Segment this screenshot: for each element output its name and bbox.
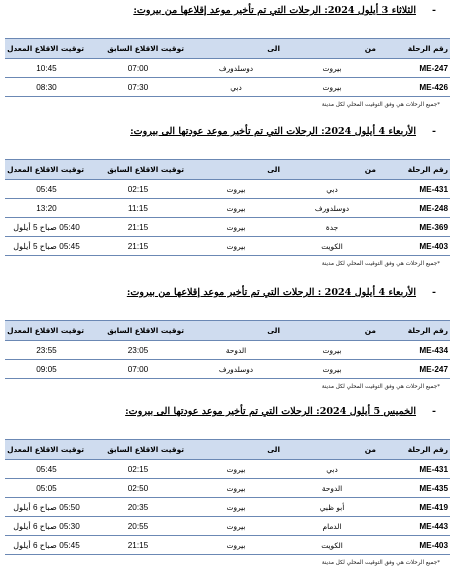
header-prev-time: توقيت الاقلاع السابق xyxy=(88,321,188,341)
section-title: الثلاثاء 3 أيلول 2024: الرحلات التي تم تأخير موعد إقلاعها من بيروت: xyxy=(133,5,417,16)
header-to: الى xyxy=(188,440,284,460)
header-to: الى xyxy=(188,39,284,59)
origin-cell: دبي xyxy=(284,180,380,199)
section-title: الأربعاء 4 أيلول 2024: الرحلات التي تم تأخير موعد عودتها الى بيروت: xyxy=(130,126,417,137)
flights-table xyxy=(5,439,450,555)
destination-cell: بيروت xyxy=(188,199,284,218)
previous-departure-cell: 07:30 xyxy=(88,78,188,97)
delay-section-4 xyxy=(0,405,450,568)
revised-departure-cell: 05:40 صباح 5 أيلول xyxy=(5,218,88,237)
table-row xyxy=(5,199,450,218)
header-new-time: توقيت الاقلاع المعدل xyxy=(5,160,88,180)
table-row xyxy=(5,517,450,536)
destination-cell: الدوحة xyxy=(188,341,284,360)
flight-number-cell: ME-431 xyxy=(380,180,450,199)
table-header-row xyxy=(5,160,450,180)
flight-number-cell: ME-247 xyxy=(380,360,450,379)
origin-cell: بيروت xyxy=(284,59,380,78)
header-from: من xyxy=(284,160,380,180)
revised-departure-cell: 05:30 صباح 6 أيلول xyxy=(5,517,88,536)
destination-cell: بيروت xyxy=(188,498,284,517)
previous-departure-cell: 02:15 xyxy=(88,460,188,479)
destination-cell: بيروت xyxy=(188,460,284,479)
origin-cell: بيروت xyxy=(284,360,380,379)
previous-departure-cell: 07:00 xyxy=(88,59,188,78)
table-header-row xyxy=(5,39,450,59)
header-prev-time: توقيت الاقلاع السابق xyxy=(88,39,188,59)
destination-cell: دبي xyxy=(188,78,284,97)
destination-cell: بيروت xyxy=(188,517,284,536)
table-row xyxy=(5,360,450,379)
heading-dash: - xyxy=(432,5,436,16)
origin-cell: بيروت xyxy=(284,341,380,360)
table-header-row xyxy=(5,321,450,341)
origin-cell: أبو ظبي xyxy=(284,498,380,517)
heading-dash: - xyxy=(432,126,436,137)
section-title: الأربعاء 4 أيلول 2024 : الرحلات التي تم تأخير موعد إقلاعها من بيروت: xyxy=(126,287,417,298)
previous-departure-cell: 21:15 xyxy=(88,237,188,256)
header-new-time: توقيت الاقلاع المعدل xyxy=(5,39,88,59)
revised-departure-cell: 13:20 xyxy=(5,199,88,218)
flight-number-cell: ME-426 xyxy=(380,78,450,97)
table-row xyxy=(5,460,450,479)
destination-cell: بيروت xyxy=(188,536,284,555)
header-flight-no: رقم الرحلة xyxy=(380,321,450,341)
section-title: الخميس 5 أيلول 2024: الرحلات التي تم تأخير موعد عودتها الى بيروت: xyxy=(125,406,417,417)
revised-departure-cell: 09:05 xyxy=(5,360,88,379)
local-time-note: *جميع الرحلات هي وفق التوقيت المحلي لكل مدينة xyxy=(321,560,440,566)
header-prev-time: توقيت الاقلاع السابق xyxy=(88,160,188,180)
previous-departure-cell: 02:50 xyxy=(88,479,188,498)
delay-section-2 xyxy=(0,125,450,269)
header-from: من xyxy=(284,440,380,460)
flight-number-cell: ME-431 xyxy=(380,460,450,479)
header-to: الى xyxy=(188,160,284,180)
header-flight-no: رقم الرحلة xyxy=(380,440,450,460)
heading-dash: - xyxy=(432,287,436,298)
previous-departure-cell: 20:55 xyxy=(88,517,188,536)
previous-departure-cell: 07:00 xyxy=(88,360,188,379)
section-heading xyxy=(0,4,450,18)
previous-departure-cell: 02:15 xyxy=(88,180,188,199)
revised-departure-cell: 05:45 xyxy=(5,180,88,199)
origin-cell: الدمام xyxy=(284,517,380,536)
header-flight-no: رقم الرحلة xyxy=(380,160,450,180)
previous-departure-cell: 23:05 xyxy=(88,341,188,360)
header-prev-time: توقيت الاقلاع السابق xyxy=(88,440,188,460)
origin-cell: دوسلدورف xyxy=(284,199,380,218)
destination-cell: بيروت xyxy=(188,237,284,256)
flight-number-cell: ME-435 xyxy=(380,479,450,498)
table-row xyxy=(5,78,450,97)
section-heading xyxy=(0,405,450,419)
flights-table xyxy=(5,320,450,379)
destination-cell: بيروت xyxy=(188,479,284,498)
revised-departure-cell: 05:45 صباح 6 أيلول xyxy=(5,536,88,555)
local-time-note: *جميع الرحلات هي وفق التوقيت المحلي لكل مدينة xyxy=(321,102,440,108)
flight-number-cell: ME-443 xyxy=(380,517,450,536)
section-heading xyxy=(0,125,450,139)
flights-table xyxy=(5,38,450,97)
local-time-note: *جميع الرحلات هي وفق التوقيت المحلي لكل مدينة xyxy=(321,261,440,267)
previous-departure-cell: 21:15 xyxy=(88,536,188,555)
revised-departure-cell: 05:05 xyxy=(5,479,88,498)
delay-section-3 xyxy=(0,286,450,392)
origin-cell: الكويت xyxy=(284,536,380,555)
flight-number-cell: ME-434 xyxy=(380,341,450,360)
origin-cell: الكويت xyxy=(284,237,380,256)
delay-section-1 xyxy=(0,4,450,110)
local-time-note: *جميع الرحلات هي وفق التوقيت المحلي لكل مدينة xyxy=(321,384,440,390)
flight-number-cell: ME-369 xyxy=(380,218,450,237)
revised-departure-cell: 10:45 xyxy=(5,59,88,78)
section-heading xyxy=(0,286,450,300)
origin-cell: الدوحة xyxy=(284,479,380,498)
table-row xyxy=(5,479,450,498)
table-row xyxy=(5,180,450,199)
destination-cell: بيروت xyxy=(188,180,284,199)
revised-departure-cell: 05:45 صباح 5 أيلول xyxy=(5,237,88,256)
header-from: من xyxy=(284,39,380,59)
header-to: الى xyxy=(188,321,284,341)
origin-cell: جدة xyxy=(284,218,380,237)
header-flight-no: رقم الرحلة xyxy=(380,39,450,59)
table-row xyxy=(5,341,450,360)
previous-departure-cell: 11:15 xyxy=(88,199,188,218)
previous-departure-cell: 20:35 xyxy=(88,498,188,517)
table-row xyxy=(5,59,450,78)
destination-cell: بيروت xyxy=(188,218,284,237)
revised-departure-cell: 23:55 xyxy=(5,341,88,360)
origin-cell: بيروت xyxy=(284,78,380,97)
header-new-time: توقيت الاقلاع المعدل xyxy=(5,321,88,341)
flight-number-cell: ME-403 xyxy=(380,536,450,555)
origin-cell: دبي xyxy=(284,460,380,479)
table-row xyxy=(5,498,450,517)
header-from: من xyxy=(284,321,380,341)
table-row xyxy=(5,536,450,555)
revised-departure-cell: 08:30 xyxy=(5,78,88,97)
revised-departure-cell: 05:50 صباح 6 أيلول xyxy=(5,498,88,517)
table-header-row xyxy=(5,440,450,460)
table-row xyxy=(5,237,450,256)
heading-dash: - xyxy=(432,406,436,417)
header-new-time: توقيت الاقلاع المعدل xyxy=(5,440,88,460)
destination-cell: دوسلدورف xyxy=(188,59,284,78)
flight-number-cell: ME-248 xyxy=(380,199,450,218)
flights-table xyxy=(5,159,450,256)
destination-cell: دوسلدورف xyxy=(188,360,284,379)
revised-departure-cell: 05:45 xyxy=(5,460,88,479)
flight-number-cell: ME-247 xyxy=(380,59,450,78)
table-row xyxy=(5,218,450,237)
flight-number-cell: ME-403 xyxy=(380,237,450,256)
previous-departure-cell: 21:15 xyxy=(88,218,188,237)
flight-number-cell: ME-419 xyxy=(380,498,450,517)
